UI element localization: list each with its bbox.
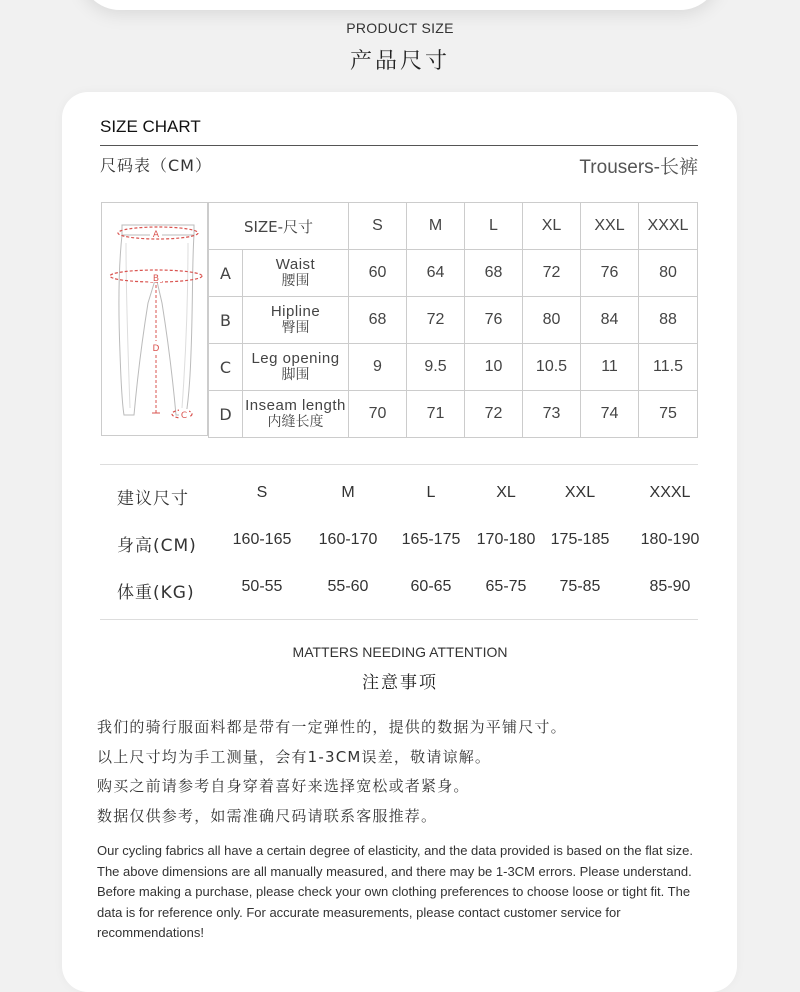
size-header-s: S: [349, 203, 407, 250]
attention-notes-zh: [97, 713, 567, 831]
recommend-size: L: [426, 484, 436, 501]
table-cell: 80: [523, 297, 581, 344]
table-cell: 68: [349, 297, 407, 344]
header-title-en: PRODUCT SIZE: [346, 20, 454, 36]
height-value: 160-170: [318, 531, 378, 548]
size-header-xl: XL: [523, 203, 581, 250]
weight-value: 50-55: [241, 578, 283, 595]
size-header-m: M: [407, 203, 465, 250]
top-shadow: [80, 0, 720, 10]
recommend-size: M: [341, 484, 355, 501]
weight-label: 体重(KG): [117, 583, 195, 603]
size-chart-title: SIZE CHART: [100, 117, 201, 136]
table-cell: 64: [407, 250, 465, 297]
size-header-xxl: XXL: [581, 203, 639, 250]
recommend-size: S: [256, 484, 268, 501]
note-line: 数据仅供参考，如需准确尺码请联系客服推荐。: [97, 806, 438, 825]
table-cell: 70: [349, 391, 407, 438]
table-cell: 84: [581, 297, 639, 344]
note-line: 我们的骑行服面料都是带有一定弹性的，提供的数据为平铺尺寸。: [97, 718, 567, 736]
table-cell: 71: [407, 391, 465, 438]
figure-label-a: A: [152, 230, 160, 240]
table-cell: 76: [465, 297, 523, 344]
table-cell: 80: [639, 250, 698, 297]
recommend-size-row: [0, 484, 800, 510]
table-row: [209, 344, 698, 391]
row-name: [243, 250, 349, 297]
table-cell: 11: [581, 344, 639, 391]
row-name: [243, 391, 349, 438]
height-value: 175-185: [550, 531, 610, 548]
size-table: [208, 202, 698, 438]
weight-row: [0, 578, 800, 604]
table-cell: 88: [639, 297, 698, 344]
note-line: 以上尺寸均为手工测量，会有1-3CM误差，敬请谅解。: [97, 747, 492, 766]
table-row: [209, 250, 698, 297]
attention-title-en: MATTERS NEEDING ATTENTION: [292, 644, 508, 660]
row-name-zh: 臀围: [281, 320, 310, 336]
row-name-en: Hipline: [270, 303, 321, 320]
recommend-size: XXXL: [649, 484, 691, 501]
size-table-header: [209, 203, 698, 250]
row-name-zh: 内缝长度: [267, 414, 324, 430]
weight-value: 85-90: [649, 578, 691, 595]
table-cell: 75: [639, 391, 698, 438]
recommend-label: 建议尺寸: [117, 489, 189, 509]
table-cell: 74: [581, 391, 639, 438]
recommend-size: XL: [496, 484, 516, 501]
row-letter: D: [209, 391, 243, 438]
table-cell: 68: [465, 250, 523, 297]
table-cell: 76: [581, 250, 639, 297]
height-value: 180-190: [640, 531, 700, 548]
table-cell: 72: [523, 250, 581, 297]
attention-notes-en: Our cycling fabrics all have a certain degree of elasticity, and the data provided is based on the flat size. The above dimensions are all manually measured, and there may be 1-3CM errors. Please understand. Before making a purchase, please check your own clothing preferences to choose loose or tight fit. The data is for reference only. For accurate measurements, please contact customer service for recommendations!: [97, 843, 693, 940]
attention-title-zh: 注意事项: [362, 673, 438, 693]
size-header-l: L: [465, 203, 523, 250]
size-chart-divider: [100, 145, 698, 146]
trousers-outline-icon: [102, 203, 209, 437]
weight-value: 75-85: [559, 578, 601, 595]
weight-value: 60-65: [410, 578, 452, 595]
table-cell: 9: [349, 344, 407, 391]
row-letter: B: [209, 297, 243, 344]
row-name-en: Leg opening: [251, 350, 340, 367]
recommend-size: XXL: [564, 484, 596, 501]
table-cell: 73: [523, 391, 581, 438]
height-value: 165-175: [401, 531, 461, 548]
size-chart-subtitle: 尺码表（CM）: [100, 156, 212, 175]
row-name: [243, 344, 349, 391]
product-name: Trousers-长裤: [579, 157, 698, 178]
section-divider: [100, 619, 698, 620]
height-label: 身高(CM): [117, 536, 197, 556]
row-letter: A: [209, 250, 243, 297]
row-name-zh: 脚围: [281, 367, 310, 383]
table-row: [209, 391, 698, 438]
size-header-xxxl: XXXL: [639, 203, 698, 250]
table-cell: 72: [407, 297, 465, 344]
weight-value: 55-60: [327, 578, 369, 595]
row-letter: C: [209, 344, 243, 391]
figure-label-d: D: [152, 344, 160, 354]
row-name: [243, 297, 349, 344]
height-value: 160-165: [232, 531, 292, 548]
header-title-zh: 产品尺寸: [349, 49, 450, 74]
row-name-en: Inseam length: [245, 397, 346, 414]
row-name-zh: 腰围: [281, 273, 310, 289]
figure-label-b: B: [152, 274, 160, 284]
table-cell: 60: [349, 250, 407, 297]
note-line: 购买之前请参考自身穿着喜好来选择宽松或者紧身。: [97, 777, 470, 795]
section-divider: [100, 464, 698, 465]
height-value: 170-180: [476, 531, 536, 548]
table-cell: 10.5: [523, 344, 581, 391]
size-header-label: SIZE-尺寸: [209, 203, 349, 250]
table-cell: 72: [465, 391, 523, 438]
height-row: [0, 531, 800, 557]
table-cell: 11.5: [639, 344, 698, 391]
weight-value: 65-75: [485, 578, 527, 595]
trousers-figure: [101, 202, 208, 436]
figure-label-c: C: [180, 411, 188, 421]
table-cell: 10: [465, 344, 523, 391]
table-cell: 9.5: [407, 344, 465, 391]
row-name-en: Waist: [275, 256, 316, 273]
table-row: [209, 297, 698, 344]
